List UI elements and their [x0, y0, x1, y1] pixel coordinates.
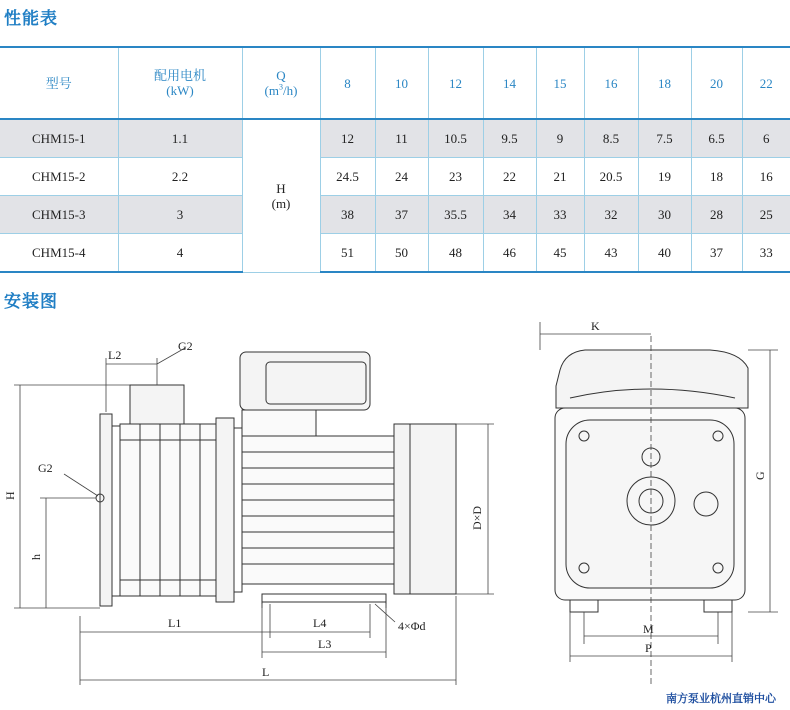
label-g2-side: G2	[38, 461, 53, 475]
head-cell: 32	[584, 196, 638, 234]
head-cell: 10.5	[428, 119, 483, 158]
power-cell: 1.1	[118, 119, 242, 158]
flow-value: 10	[375, 47, 428, 119]
head-cell: 24	[375, 158, 428, 196]
flow-value: 15	[536, 47, 584, 119]
flow-value: 18	[638, 47, 691, 119]
power-cell: 4	[118, 234, 242, 273]
table-row	[0, 196, 790, 234]
model-cell: CHM15-1	[0, 119, 118, 158]
head-cell: 46	[483, 234, 536, 273]
label-l1: L1	[168, 616, 182, 630]
label-l: L	[262, 665, 270, 679]
head-cell: 38	[320, 196, 375, 234]
head-cell: 9.5	[483, 119, 536, 158]
head-cell: 37	[691, 234, 742, 273]
head-cell: 30	[638, 196, 691, 234]
label-m: M	[643, 622, 654, 636]
head-cell: 48	[428, 234, 483, 273]
table-row	[0, 234, 790, 273]
header-flow-line2: $(m^3/h)$	[264, 82, 298, 98]
installation-title: 安装图	[4, 292, 58, 312]
head-cell: 22	[483, 158, 536, 196]
head-cell: 28	[691, 196, 742, 234]
table-row	[0, 158, 790, 196]
label-l2: L2	[108, 348, 122, 362]
head-cell: 12	[320, 119, 375, 158]
head-cell: 43	[584, 234, 638, 273]
installation-drawing	[0, 310, 790, 685]
label-l4: L4	[313, 616, 327, 630]
header-model: 型号	[0, 47, 118, 119]
head-cell: 34	[483, 196, 536, 234]
head-cell: 16	[742, 158, 790, 196]
head-cell: 7.5	[638, 119, 691, 158]
head-cell: 33	[742, 234, 790, 273]
header-motor-line2: (kW)	[166, 83, 194, 98]
head-cell: 20.5	[584, 158, 638, 196]
label-k: K	[591, 319, 600, 333]
head-cell: 51	[320, 234, 375, 273]
head-cell: 8.5	[584, 119, 638, 158]
flow-value: 8	[320, 47, 375, 119]
label-h-small: h	[29, 554, 43, 560]
head-cell: 24.5	[320, 158, 375, 196]
label-dxd: D×D	[470, 505, 484, 530]
head-label: H	[276, 180, 286, 196]
label-g2-top: G2	[178, 339, 193, 353]
performance-table-title: 性能表	[4, 9, 58, 29]
label-p: P	[645, 641, 652, 655]
label-bolts: 4×Φd	[398, 619, 426, 633]
head-cell: 11	[375, 119, 428, 158]
pump-side-view	[96, 352, 456, 608]
head-cell: 40	[638, 234, 691, 273]
model-cell: CHM15-4	[0, 234, 118, 273]
head-cell: 33	[536, 196, 584, 234]
table-header-row	[0, 47, 790, 119]
pump-front-view	[555, 350, 748, 612]
label-g: G	[753, 471, 767, 480]
head-cell: 23	[428, 158, 483, 196]
head-cell: 45	[536, 234, 584, 273]
head-cell: 35.5	[428, 196, 483, 234]
head-unit: (m)	[271, 195, 291, 211]
head-unit-cell	[242, 119, 320, 272]
head-cell: 6	[742, 119, 790, 158]
header-flow	[242, 47, 320, 119]
header-motor-line1: 配用电机	[153, 68, 206, 83]
model-cell: CHM15-2	[0, 158, 118, 196]
header-motor	[118, 47, 242, 119]
flow-value: 22	[742, 47, 790, 119]
power-cell: 2.2	[118, 158, 242, 196]
table-row	[0, 119, 790, 158]
flow-value: 14	[483, 47, 536, 119]
head-cell: 21	[536, 158, 584, 196]
footer-text: 南方泵业杭州直销中心	[666, 692, 776, 705]
flow-value: 16	[584, 47, 638, 119]
head-cell: 50	[375, 234, 428, 273]
label-l3: L3	[318, 637, 332, 651]
model-cell: CHM15-3	[0, 196, 118, 234]
head-cell: 25	[742, 196, 790, 234]
head-cell: 19	[638, 158, 691, 196]
label-h-total: H	[3, 491, 17, 500]
head-cell: 6.5	[691, 119, 742, 158]
power-cell: 3	[118, 196, 242, 234]
header-flow-line1: Q	[276, 68, 286, 83]
performance-table	[0, 46, 790, 273]
head-cell: 9	[536, 119, 584, 158]
head-cell: 37	[375, 196, 428, 234]
flow-value: 12	[428, 47, 483, 119]
head-cell: 18	[691, 158, 742, 196]
flow-value: 20	[691, 47, 742, 119]
